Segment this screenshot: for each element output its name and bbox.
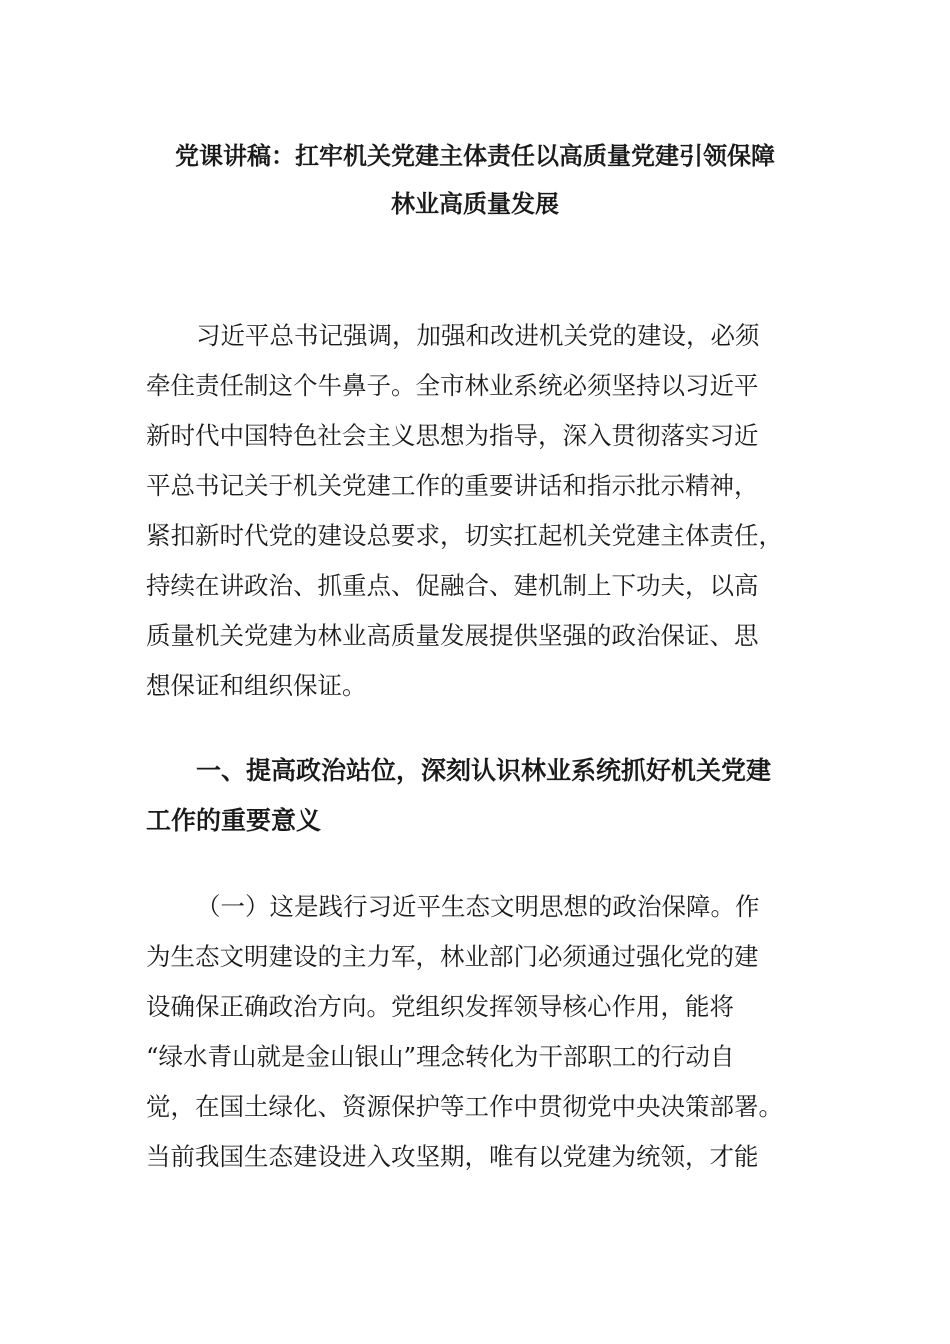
- intro-line-4: 平总书记关于机关党建工作的重要讲话和指示批示精神，: [146, 471, 759, 500]
- section-1-heading-line-1: 一、提高政治站位，深刻认识林业系统抓好机关党建: [196, 756, 772, 785]
- subsection-1-line-1: （一）这是践行习近平生态文明思想的政治保障。作: [196, 892, 760, 921]
- subsection-1-line-2: 为生态文明建设的主力军，林业部门必须通过强化党的建: [146, 942, 759, 971]
- intro-line-1: 习近平总书记强调，加强和改进机关党的建设，必须: [196, 321, 760, 350]
- intro-line-3: 新时代中国特色社会主义思想为指导，深入贯彻落实习近: [146, 421, 759, 450]
- subsection-1-line-4: “绿水青山就是金山银山”理念转化为干部职工的行动自: [146, 1042, 735, 1071]
- intro-line-5: 紧扣新时代党的建设总要求，切实扛起机关党建主体责任，: [146, 521, 783, 550]
- subsection-1-line-5: 觉，在国土绿化、资源保护等工作中贯彻党中央决策部署。: [146, 1092, 783, 1121]
- document-title-line-2: 林业高质量发展: [391, 190, 559, 218]
- intro-line-2: 牵住责任制这个牛鼻子。全市林业系统必须坚持以习近平: [146, 371, 759, 400]
- section-1-heading-line-2: 工作的重要意义: [146, 806, 322, 835]
- subsection-1-line-6: 当前我国生态建设进入攻坚期，唯有以党建为统领，才能: [146, 1142, 759, 1171]
- subsection-1-line-3: 设确保正确政治方向。党组织发挥领导核心作用，能将: [146, 992, 734, 1021]
- intro-line-7: 质量机关党建为林业高质量发展提供坚强的政治保证、思: [146, 621, 759, 650]
- intro-line-8: 想保证和组织保证。: [146, 671, 367, 700]
- document-title-line-1: 党课讲稿：扛牢机关党建主体责任以高质量党建引领保障: [175, 142, 775, 170]
- intro-line-6: 持续在讲政治、抓重点、促融合、建机制上下功夫，以高: [146, 571, 759, 600]
